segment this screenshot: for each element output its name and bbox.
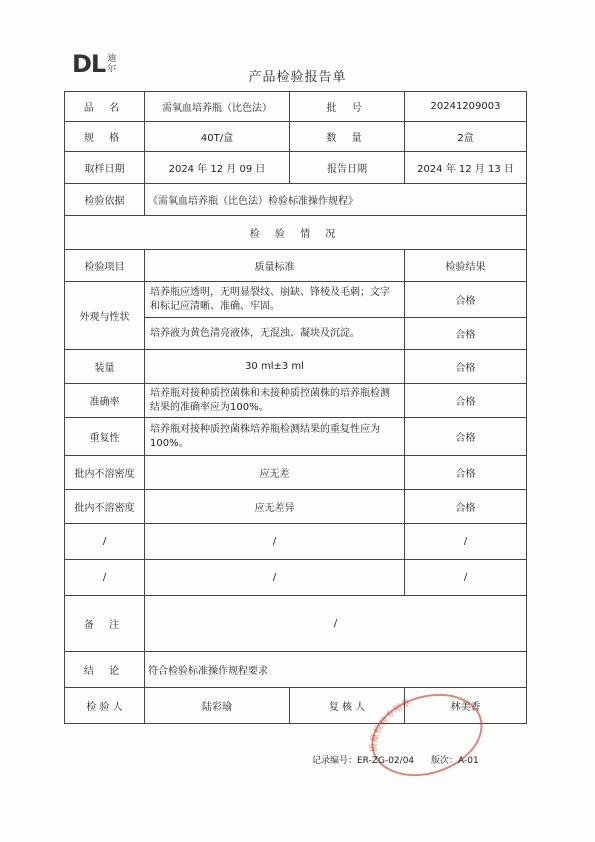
table-row: [65, 350, 527, 384]
col-header-item: 检验项目: [65, 250, 145, 282]
item-result: /: [405, 560, 527, 596]
inspector-value: 陆彩瑜: [145, 688, 290, 724]
footer: [312, 753, 479, 766]
inspector-label: 检 验 人: [65, 688, 145, 724]
item-standard: /: [145, 524, 405, 560]
item-name: /: [65, 524, 145, 560]
batch-label: 批 号: [290, 92, 405, 122]
product-value: 需氧血培养瓶（比色法）: [145, 92, 290, 122]
item-standard: 应无差异: [145, 490, 405, 524]
row-basis: [65, 184, 527, 216]
row-product: [65, 92, 527, 122]
qty-label: 数 量: [290, 122, 405, 152]
row-conclusion: [65, 652, 527, 688]
table-row: [65, 282, 527, 318]
stamp-text: 质量检验专用章: [369, 698, 413, 753]
report-table: [64, 91, 527, 724]
item-standard: /: [145, 560, 405, 596]
conclusion-value: 符合检验标准操作规程要求: [145, 652, 527, 688]
remarks-label: 备 注: [65, 596, 145, 652]
product-label: 品 名: [65, 92, 145, 122]
table-row: [65, 490, 527, 524]
row-remarks: [65, 596, 527, 652]
item-result: 合格: [405, 418, 527, 456]
row-section-header: [65, 216, 527, 250]
item-result: /: [405, 524, 527, 560]
row-signatures: [65, 688, 527, 724]
logo-name: 迪 尔: [107, 54, 117, 74]
item-result: 合格: [405, 282, 527, 318]
basis-value: 《需氧血培养瓶（比色法）检验标准操作规程》: [145, 184, 527, 216]
spec-label: 规 格: [65, 122, 145, 152]
basis-label: 检验依据: [65, 184, 145, 216]
item-result: 合格: [405, 318, 527, 350]
col-header-result: 检验结果: [405, 250, 527, 282]
item-standard: 培养瓶对接种质控菌株培养瓶检测结果的重复性应为100%。: [145, 418, 405, 456]
item-name: 批内不溶密度: [65, 490, 145, 524]
item-standard: 应无差: [145, 456, 405, 490]
item-result: 合格: [405, 384, 527, 418]
item-result: 合格: [405, 350, 527, 384]
item-standard: 培养瓶应透明，无明显裂纹、崩缺、锋棱及毛刺；文字和标记应清晰、准确、牢固。: [145, 282, 405, 318]
sample-date-label: 取样日期: [65, 152, 145, 184]
table-row: [65, 456, 527, 490]
record-number: 记录编号：ER-ZG-02/04: [312, 756, 415, 766]
table-row: [65, 384, 527, 418]
section-header: 检 验 情 况: [65, 216, 527, 250]
report-date-value: 2024 年 12 月 13 日: [405, 152, 527, 184]
report-date-label: 报告日期: [290, 152, 405, 184]
item-standard: 30 ml±3 ml: [145, 350, 405, 384]
item-result: 合格: [405, 456, 527, 490]
qty-value: 2盒: [405, 122, 527, 152]
table-row: [65, 418, 527, 456]
logo-mark: DL: [72, 50, 106, 78]
table-row: [65, 560, 527, 596]
spec-value: 40T/盒: [145, 122, 290, 152]
item-result: 合格: [405, 490, 527, 524]
item-name: /: [65, 560, 145, 596]
row-dates: [65, 152, 527, 184]
document-title: 产品检验报告单: [248, 70, 347, 85]
batch-value: 20241209003: [405, 92, 527, 122]
remarks-value: /: [145, 596, 527, 652]
reviewer-value: 林美香: [405, 688, 527, 724]
reviewer-label: 复 核 人: [290, 688, 405, 724]
row-column-headers: [65, 250, 527, 282]
row-spec: [65, 122, 527, 152]
item-name: 外观与性状: [65, 282, 145, 350]
conclusion-label: 结 论: [65, 652, 145, 688]
sample-date-value: 2024 年 12 月 09 日: [145, 152, 290, 184]
item-standard: 培养液为黄色清亮液体，无混浊、凝块及沉淀。: [145, 318, 405, 350]
item-name: 准确率: [65, 384, 145, 418]
item-name: 重复性: [65, 418, 145, 456]
version-number: 版次：A-01: [431, 756, 479, 766]
item-standard: 培养瓶对接种质控菌株和未接种质控菌株的培养瓶检测结果的准确率应为100%。: [145, 384, 405, 418]
table-row: [65, 524, 527, 560]
item-name: 装量: [65, 350, 145, 384]
col-header-standard: 质量标准: [145, 250, 405, 282]
item-name: 批内不溶密度: [65, 456, 145, 490]
